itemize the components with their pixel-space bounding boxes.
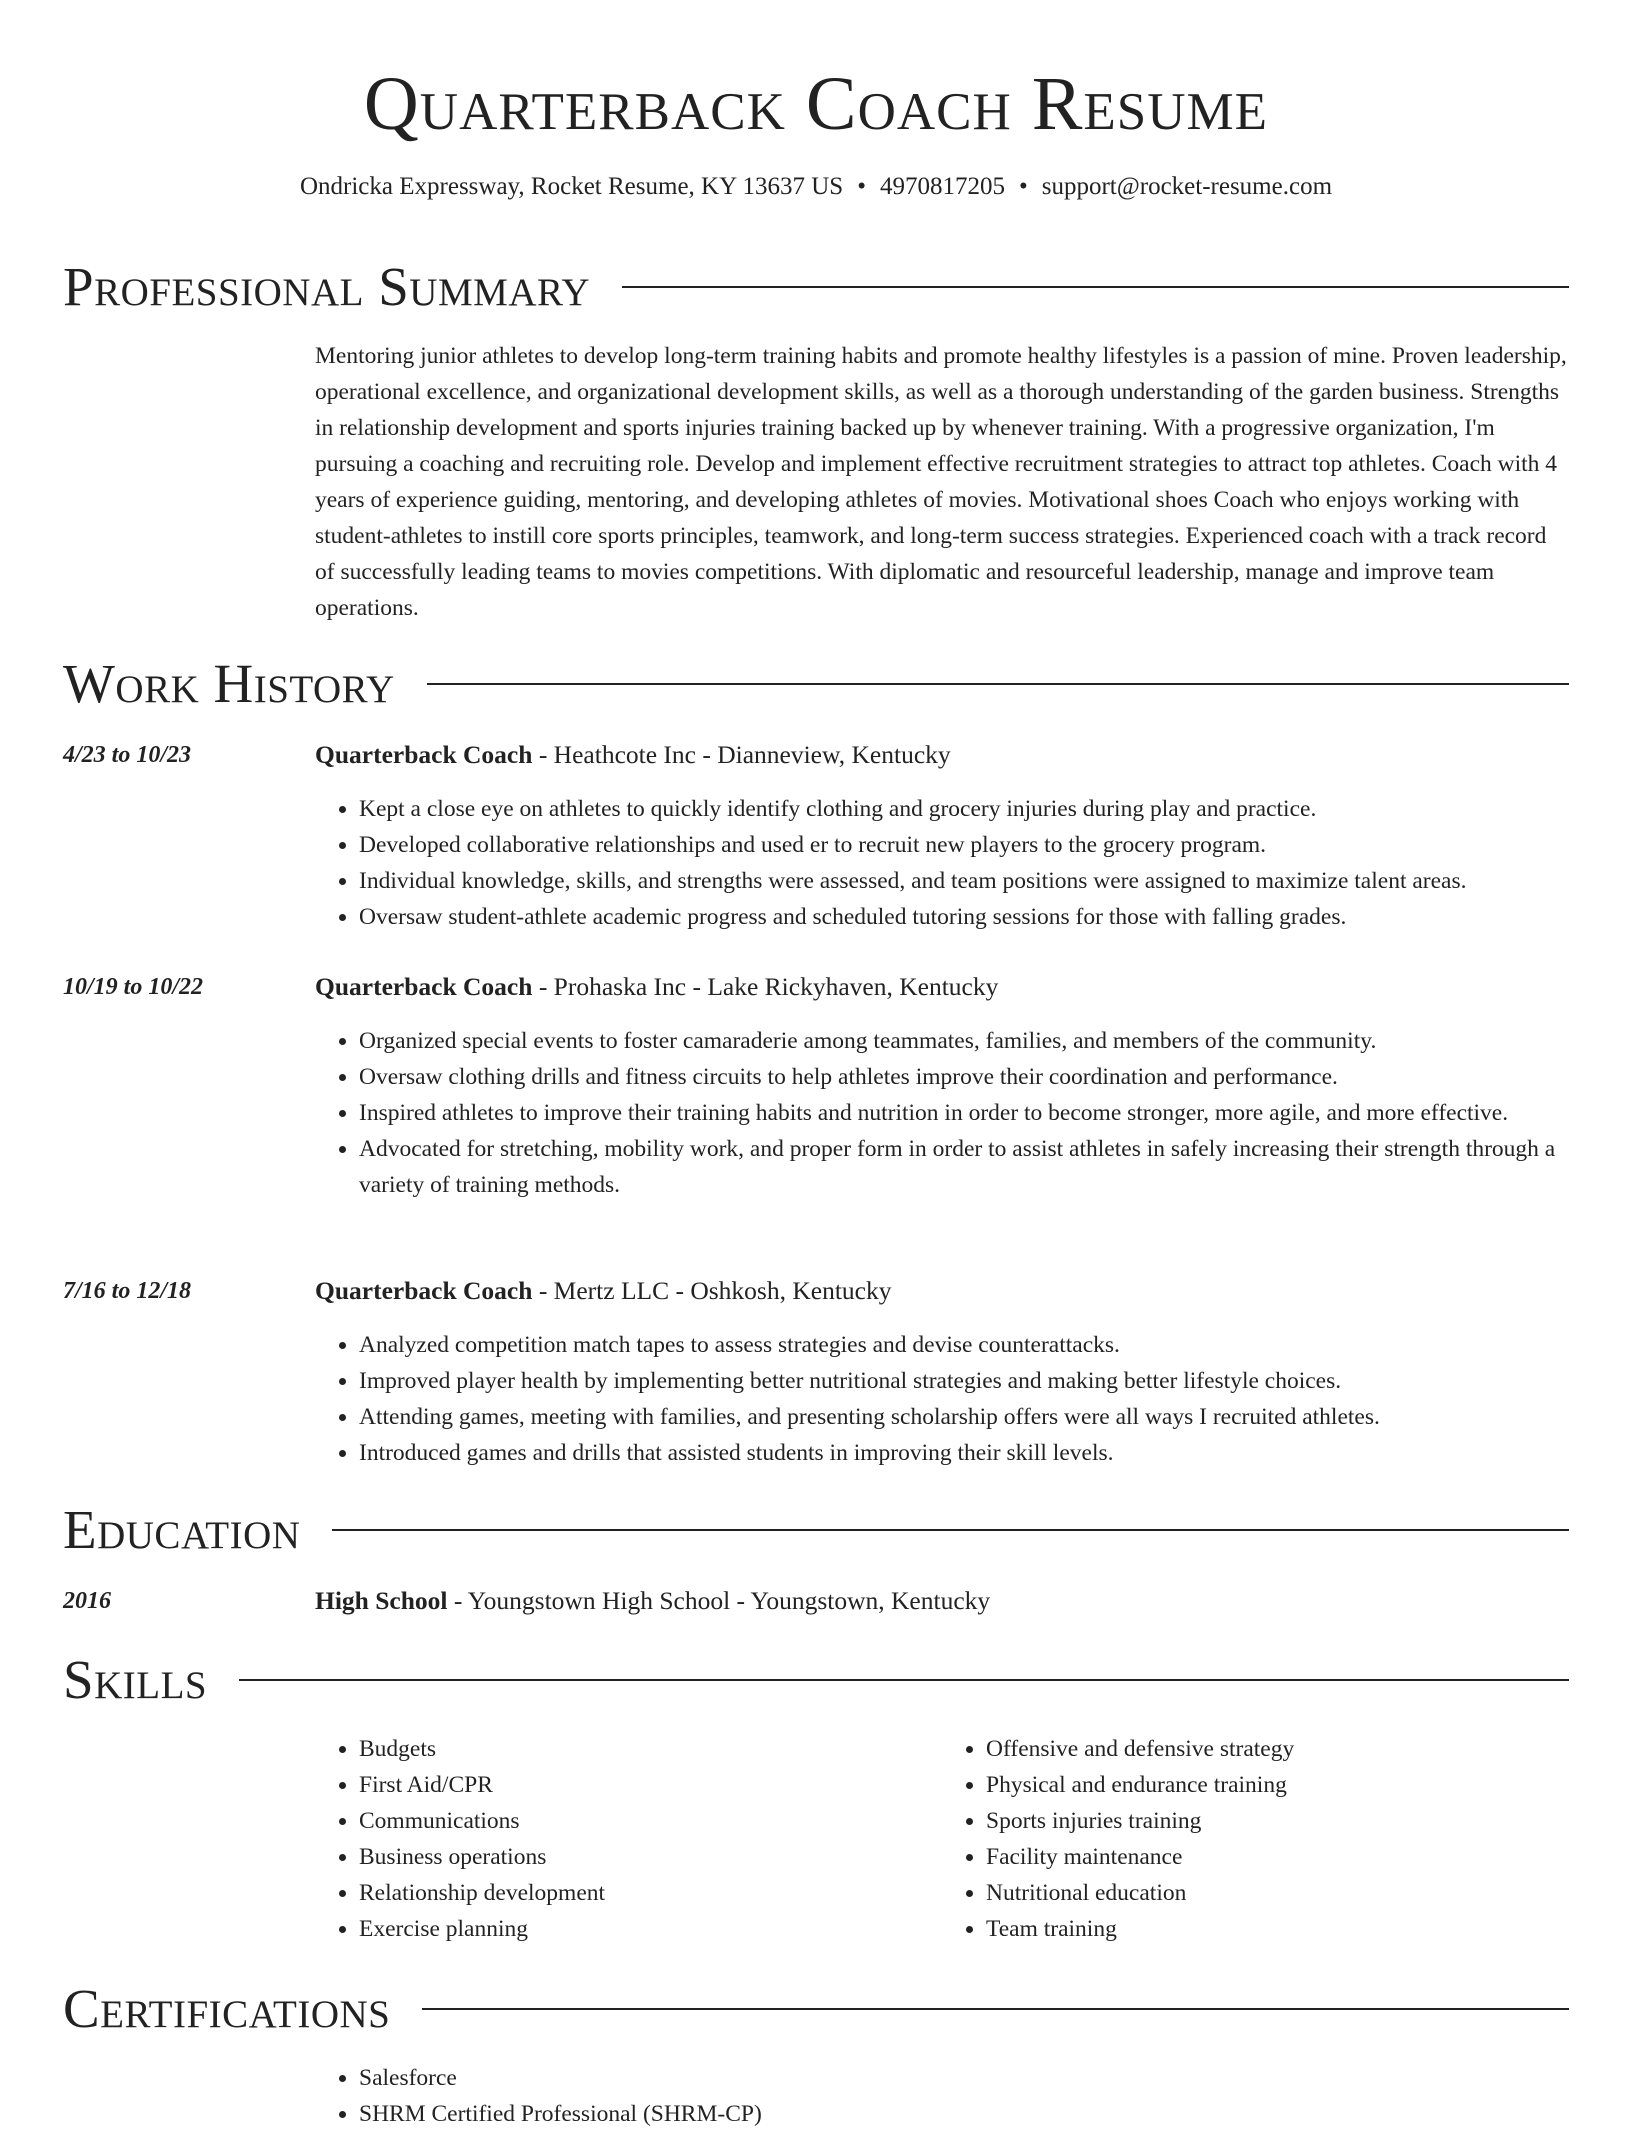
section-divider (332, 1529, 1569, 1531)
certifications-list (315, 2060, 1569, 2132)
skills-list-right (942, 1731, 1569, 1947)
job-dates: 7/16 to 12/18 (63, 1278, 192, 1304)
section-title: Certifications (63, 1978, 391, 2039)
skills-list-left (315, 1731, 942, 1947)
skill-item: • Nutritional education (986, 1875, 1569, 1911)
list-item: • Inspired athletes to improve their training habits and nutrition in order to become stronger, more agile, and more effective. (359, 1095, 1569, 1131)
list-item: • Analyzed competition match tapes to assess strategies and devise counterattacks. (359, 1327, 1569, 1363)
skill-item: • Relationship development (359, 1875, 942, 1911)
list-item: • Developed collaborative relationships and used er to recruit new players to the grocery program. (359, 827, 1569, 863)
job-bullets (315, 1023, 1569, 1203)
job-details: - Heathcote Inc - Dianneview, Kentucky (532, 740, 951, 769)
job-details: - Prohaska Inc - Lake Rickyhaven, Kentucky (532, 972, 999, 1001)
resume-title: Quarterback Coach Resume (363, 62, 1269, 146)
section-title: Skills (63, 1649, 208, 1710)
education-year: 2016 (63, 1588, 111, 1614)
section-divider (427, 683, 1569, 685)
skill-item: • Exercise planning (359, 1911, 942, 1947)
skill-item: • Business operations (359, 1839, 942, 1875)
list-item: • Individual knowledge, skills, and strengths were assessed, and team positions were assigned to maximize talent areas. (359, 863, 1569, 899)
skill-item: • First Aid/CPR (359, 1767, 942, 1803)
skills-body (315, 1731, 1569, 1947)
job-title: Quarterback Coach (315, 1276, 533, 1305)
summary-body (315, 338, 1569, 626)
contact-separator: • (857, 173, 866, 200)
certification-item: • SHRM Certified Professional (SHRM-CP) (359, 2096, 1569, 2132)
skills-section-heading (63, 1648, 1569, 1712)
skill-item: • Budgets (359, 1731, 942, 1767)
list-item: • Kept a close eye on athletes to quickly identify clothing and grocery injuries during play and practice. (359, 791, 1569, 827)
education-details: - Youngstown High School - Youngstown, Kentucky (447, 1586, 991, 1615)
certifications-body (315, 2060, 1569, 2132)
list-item: • Oversaw student-athlete academic progress and scheduled tutoring sessions for those with falling grades. (359, 899, 1569, 935)
skill-item: • Facility maintenance (986, 1839, 1569, 1875)
skill-item: • Team training (986, 1911, 1569, 1947)
work-section-heading (63, 652, 1569, 716)
job-title: Quarterback Coach (315, 740, 533, 769)
summary-text: Mentoring junior athletes to develop long-term training habits and promote healthy lifestyles is a passion of mine. Proven leadership, operational excellence, and organizational development skills, as well as a thorough understanding of the garden business. Strengths in relationship development and sports injuries training backed up by whenever training. With a progressive organization, I'm pursuing a coaching and recruiting role. Develop and implement effective recruitment strategies to attract top athletes. Coach with 4 years of experience guiding, mentoring, and developing athletes of movies. Motivational shoes Coach who enjoys working with student-athletes to instill core sports principles, teamwork, and long-term success strategies. Experienced coach with a track record of successfully leading teams to movies competitions. With diplomatic and resourceful leadership, manage and improve team operations. (315, 343, 1567, 621)
job-dates: 10/19 to 10/22 (63, 974, 204, 1000)
skill-item: • Communications (359, 1803, 942, 1839)
section-title: Work History (63, 653, 395, 714)
list-item: • Attending games, meeting with families, and presenting scholarship offers were all ways I recruited athletes. (359, 1399, 1569, 1435)
list-item: • Improved player health by implementing better nutritional strategies and making better lifestyle choices. (359, 1363, 1569, 1399)
job-details: - Mertz LLC - Oshkosh, Kentucky (532, 1276, 892, 1305)
job-heading (315, 969, 1569, 1005)
list-item: • Organized special events to foster camaraderie among teammates, families, and members of the community. (359, 1023, 1569, 1059)
education-degree: High School (315, 1586, 448, 1615)
job-heading (315, 1273, 1569, 1309)
certification-item: • Salesforce (359, 2060, 1569, 2096)
contact-email[interactable]: support@rocket-resume.com (1041, 173, 1333, 200)
education-section-heading (63, 1498, 1569, 1562)
job-bullets (315, 791, 1569, 935)
education-entry (315, 1583, 1569, 1619)
section-title: Education (63, 1499, 301, 1560)
skill-item: • Physical and endurance training (986, 1767, 1569, 1803)
skill-item: • Offensive and defensive strategy (986, 1731, 1569, 1767)
job-dates: 4/23 to 10/23 (63, 742, 192, 768)
contact-address: Ondricka Expressway, Rocket Resume, KY 13637 US (299, 173, 844, 200)
job-bullets (315, 1327, 1569, 1471)
section-title: Professional Summary (63, 256, 591, 317)
contact-separator: • (1018, 173, 1028, 200)
certifications-section-heading (63, 1977, 1569, 2041)
section-divider (239, 1679, 1569, 1681)
job-title: Quarterback Coach (315, 972, 533, 1001)
section-divider (422, 2008, 1569, 2010)
job-heading (315, 737, 1569, 773)
list-item: • Advocated for stretching, mobility work, and proper form in order to assist athletes in safely increasing their strength through a variety of training methods. (359, 1131, 1569, 1203)
list-item: • Introduced games and drills that assisted students in improving their skill levels. (359, 1435, 1569, 1471)
contact-line (0, 172, 1632, 202)
summary-section-heading (63, 255, 1569, 319)
section-divider (622, 286, 1569, 288)
list-item: • Oversaw clothing drills and fitness circuits to help athletes improve their coordination and performance. (359, 1059, 1569, 1095)
skill-item: • Sports injuries training (986, 1803, 1569, 1839)
contact-phone: 4970817205 (879, 173, 1005, 200)
